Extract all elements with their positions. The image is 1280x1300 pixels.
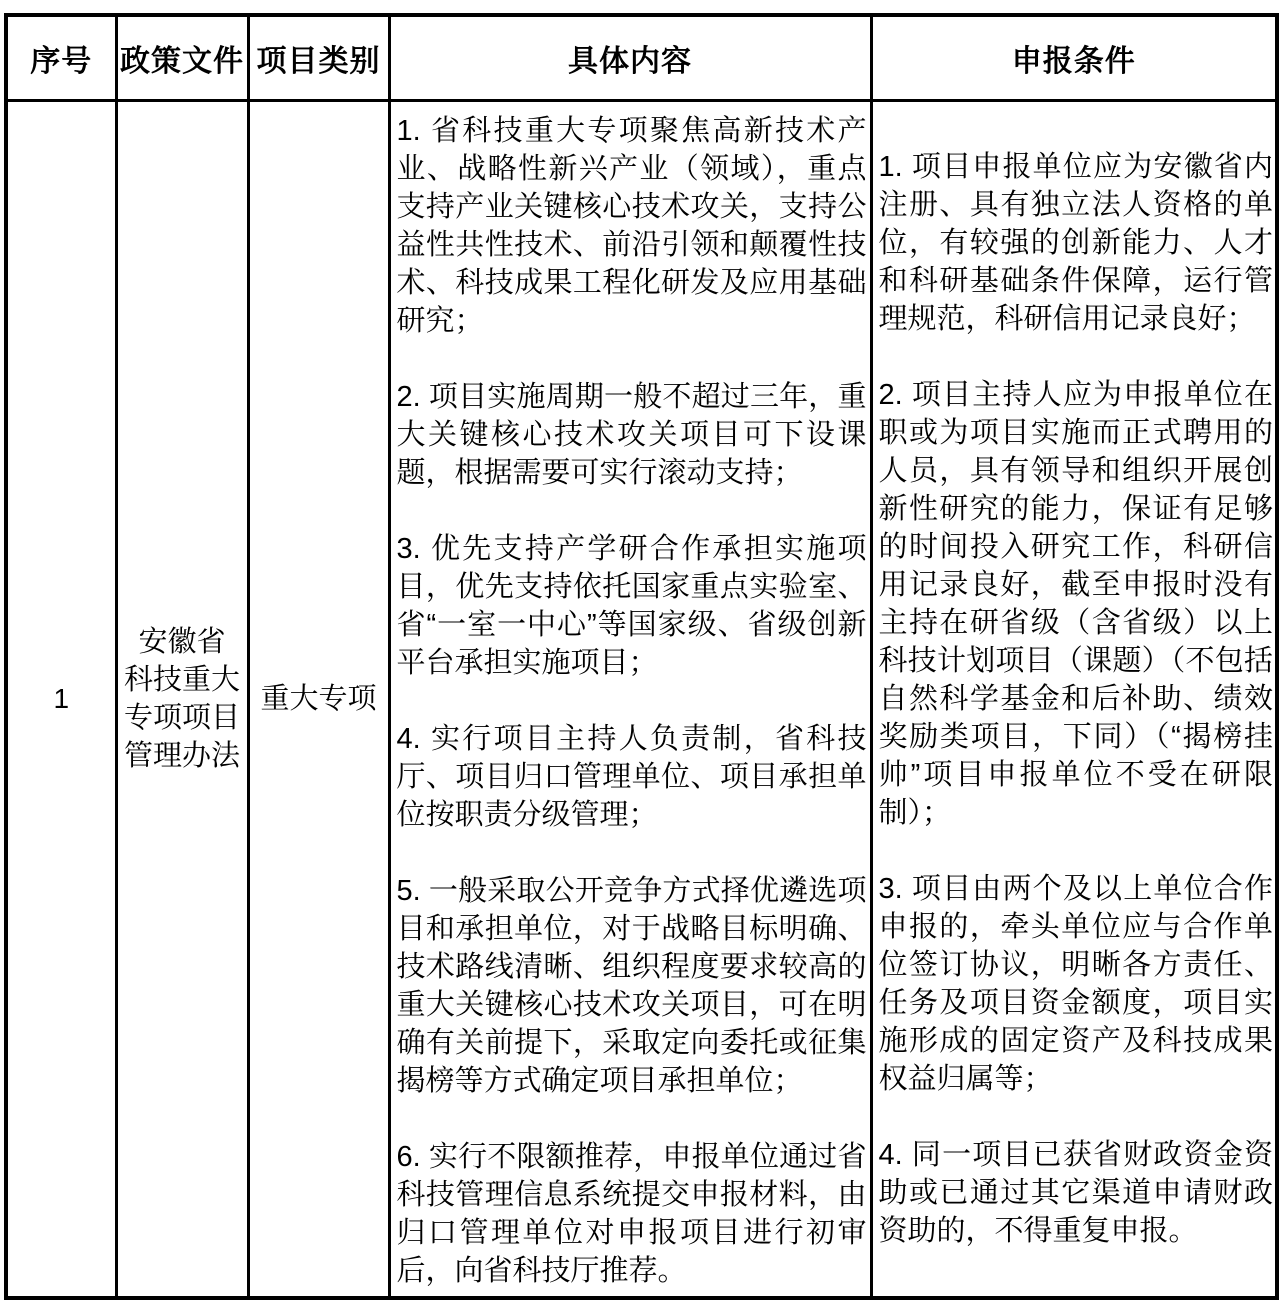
header-cell-project-category: 项目类别 bbox=[248, 15, 389, 100]
condition-paragraph-3: 3. 项目由两个及以上单位合作申报的，牵头单位应与合作单位签订协议，明晰各方责任、任务及项目资金额度，项目实施形成的固定资产及科技成果权益归属等； bbox=[878, 872, 1273, 1095]
cell-seq: 1 bbox=[6, 100, 116, 1298]
policy-document-line: 专项项目 bbox=[123, 701, 240, 734]
policy-document-line: 管理办法 bbox=[123, 739, 240, 772]
policy-document-line: 安徽省 bbox=[138, 625, 226, 658]
condition-paragraph-4: 4. 同一项目已获省财政资金资助或已通过其它渠道申请财政资助的，不得重复申报。 bbox=[878, 1138, 1273, 1247]
content-paragraph-2: 2. 项目实施周期一般不超过三年，重大关键核心技术攻关项目可下设课题，根据需要可实行滚动支持； bbox=[396, 380, 867, 489]
content-paragraph-5: 5. 一般采取公开竞争方式择优遴选项目和承担单位，对于战略目标明确、技术路线清晰、组织程度要求较高的重大关键核心技术攻关项目，可在明确有关前提下，采取定向委托或征集揭榜等方式确定项目承担单位； bbox=[396, 874, 867, 1097]
condition-paragraph-2: 2. 项目主持人应为申报单位在职或为项目实施而正式聘用的人员，具有领导和组织开展创新性研究的能力，保证有足够的时间投入研究工作，科研信用记录良好，截至申报时没有主持在研省级（含省级）以上科技计划项目（课题）（不包括自然科学基金和后补助、绩效奖励类项目，下同）（“揭榜挂帅”项目申报单位不受在研限制）； bbox=[878, 378, 1273, 829]
table-row bbox=[6, 100, 1277, 1298]
cell-policy-document bbox=[116, 100, 248, 1298]
header-cell-policy-document: 政策文件 bbox=[116, 15, 248, 100]
cell-content bbox=[389, 100, 871, 1298]
cell-project-category: 重大专项 bbox=[248, 100, 389, 1298]
header-cell-seq: 序号 bbox=[6, 15, 116, 100]
content-paragraph-1: 1. 省科技重大专项聚焦高新技术产业、战略性新兴产业（领域），重点支持产业关键核心技术攻关，支持公益性共性技术、前沿引领和颠覆性技术、科技成果工程化研发及应用基础研究； bbox=[396, 114, 867, 337]
content-paragraph-3: 3. 优先支持产学研合作承担实施项目，优先支持依托国家重点实验室、省“一室一中心”等国家级、省级创新平台承担实施项目； bbox=[396, 532, 867, 679]
policy-document-line: 科技重大 bbox=[123, 663, 240, 696]
content-paragraph-6: 6. 实行不限额推荐，申报单位通过省科技管理信息系统提交申报材料，由归口管理单位对申报项目进行初审后，向省科技厅推荐。 bbox=[396, 1140, 867, 1287]
content-paragraph-4: 4. 实行项目主持人负责制，省科技厅、项目归口管理单位、项目承担单位按职责分级管理； bbox=[396, 722, 867, 831]
header-cell-conditions: 申报条件 bbox=[871, 15, 1277, 100]
cell-conditions bbox=[871, 100, 1277, 1298]
condition-paragraph-1: 1. 项目申报单位应为安徽省内注册、具有独立法人资格的单位，有较强的创新能力、人才和科研基础条件保障，运行管理规范，科研信用记录良好； bbox=[878, 150, 1273, 335]
header-cell-content: 具体内容 bbox=[389, 15, 871, 100]
table-header-row bbox=[6, 15, 1277, 100]
policy-table bbox=[4, 13, 1279, 1300]
